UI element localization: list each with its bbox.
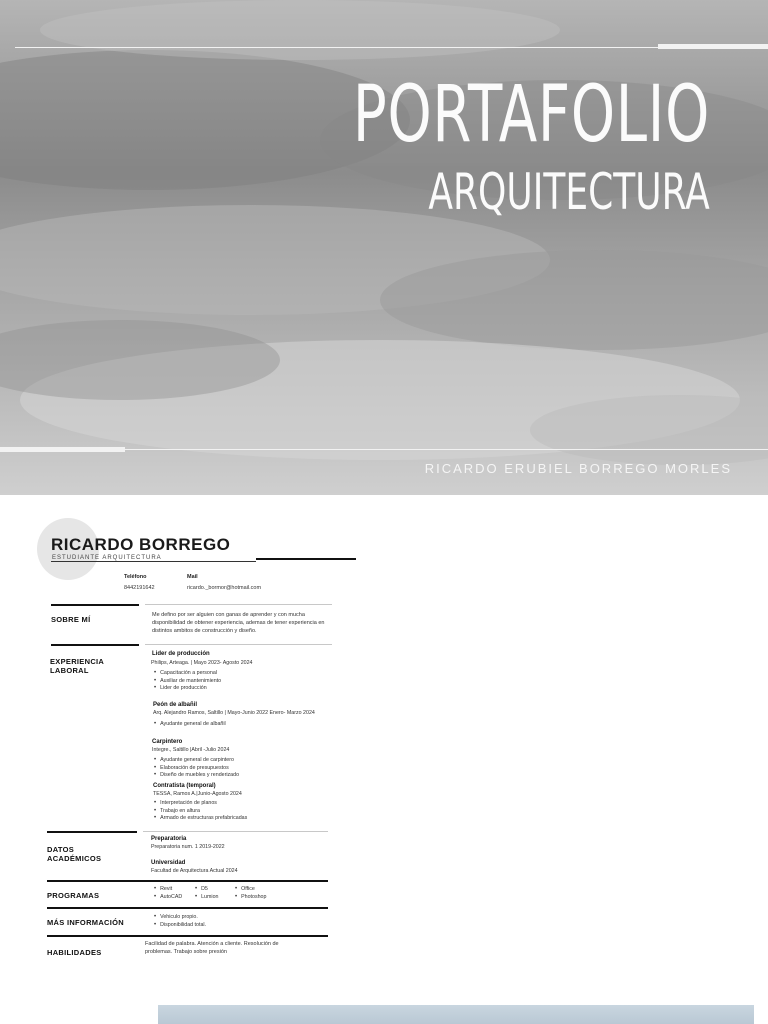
phone-value: 8442191642 [124, 585, 155, 591]
duty-item: • Capacitación a personal [154, 670, 221, 678]
duty-item: • Ayudante general de albañil [154, 721, 226, 729]
duty-item: • Elaboración de presupuestos [154, 765, 239, 773]
programs-col3 [235, 886, 266, 901]
cover-top-rule [15, 47, 768, 48]
cv-role: ESTUDIANTE ARQUITECTURA [52, 555, 162, 561]
cover-top-bar [658, 44, 768, 49]
about-rule [51, 604, 139, 606]
experience-rule [51, 644, 139, 646]
about-text: Me defino por ser alguien con ganas de aprender y con mucha disponibilidad de obtener experiencia, ademas de tener experiencia en distintos ambitos de construcción y diseño. [152, 612, 325, 634]
program-item: • AutoCAD [154, 894, 182, 902]
duty-item: • Diseño de muebles y renderizado [154, 772, 239, 780]
duty-item: • Lider de producción [154, 685, 221, 693]
program-item: • Lumion [195, 894, 218, 902]
skills-text: Facilidad de palabra. Atención a cliente. Resolución de problemas. Trabajo sobre presión [145, 941, 279, 955]
cover-author: RICARDO ERUBIEL BORREGO MORLES [424, 461, 732, 476]
about-heading: SOBRE MÍ [51, 615, 91, 624]
next-page-photo [158, 1005, 754, 1024]
name-underline-accent [256, 558, 356, 560]
cv-name: RICARDO BORREGO [51, 535, 231, 554]
about-rule-light [145, 604, 332, 605]
duty-item: • Auxiliar de mantenimiento [154, 678, 221, 686]
programs-col1 [154, 886, 182, 901]
more-list [154, 914, 206, 929]
skills-heading: HABILIDADES [47, 948, 102, 957]
phone-label: Teléfono [124, 574, 147, 580]
job-duties [154, 757, 239, 780]
duty-item: • Ayudante general de carpintero [154, 757, 239, 765]
duty-item: • Trabajo en altura [154, 808, 247, 816]
programs-heading: PROGRAMAS [47, 891, 100, 900]
job-title: Contratista (temporal) [153, 783, 216, 789]
job-place: Arq. Alejandro Ramos, Saltillo | Mayo-Junio 2022 Enero- Marzo 2024 [153, 710, 315, 716]
experience-rule-light [145, 644, 332, 645]
programs-rule [47, 880, 328, 882]
job-duties [154, 721, 226, 729]
skills-rule [47, 935, 328, 937]
cover-subtitle: ARQUITECTURA [428, 163, 710, 221]
duty-item: • Interpretación de planos [154, 800, 247, 808]
job-duties [154, 800, 247, 823]
program-item: • Revit [154, 886, 182, 894]
academic-rule-light [143, 831, 328, 832]
experience-heading: EXPERIENCIA LABORAL [50, 657, 104, 675]
job-title: Peón de albañil [153, 702, 198, 708]
program-item: • Photoshop [235, 894, 266, 902]
more-item: • Disponibilidad total. [154, 922, 206, 930]
job-place: Integre., Saltillo |Abril -Julio 2024 [152, 747, 230, 753]
duty-item: • Armado de estructuras prefabricadas [154, 815, 247, 823]
school-detail: Preparatoria num. 1 2019-2022 [151, 844, 225, 850]
job-place: Philips, Arteaga. | Mayo 2023- Agosto 2024 [151, 660, 253, 666]
more-item: • Vehiculo propio. [154, 914, 206, 922]
cover-bottom-bar [0, 447, 125, 452]
cover-section [0, 0, 768, 495]
more-rule [47, 907, 328, 909]
program-item: • D5 [195, 886, 218, 894]
more-heading: MÁS INFORMACIÓN [47, 918, 124, 927]
school-detail: Facultad de Arquitectura Actual 2024 [151, 868, 238, 874]
job-title: Carpintero [152, 739, 183, 745]
school-title: Universidad [151, 860, 186, 866]
job-title: Lider de producción [152, 651, 210, 657]
programs-col2 [195, 886, 218, 901]
school-title: Preparatoria [151, 836, 187, 842]
job-place: TESSA, Ramos A.|Junio-Agosto 2024 [153, 791, 242, 797]
academic-rule [47, 831, 137, 833]
academic-heading: DATOS ACADÉMICOS [47, 845, 102, 863]
program-item: • Office [235, 886, 266, 894]
job-duties [154, 670, 221, 693]
mail-label: Mail [187, 574, 198, 580]
cover-title: PORTAFOLIO [352, 70, 710, 160]
mail-value: ricardo._bormor@hotmail.com [187, 585, 262, 591]
name-underline [51, 561, 256, 562]
